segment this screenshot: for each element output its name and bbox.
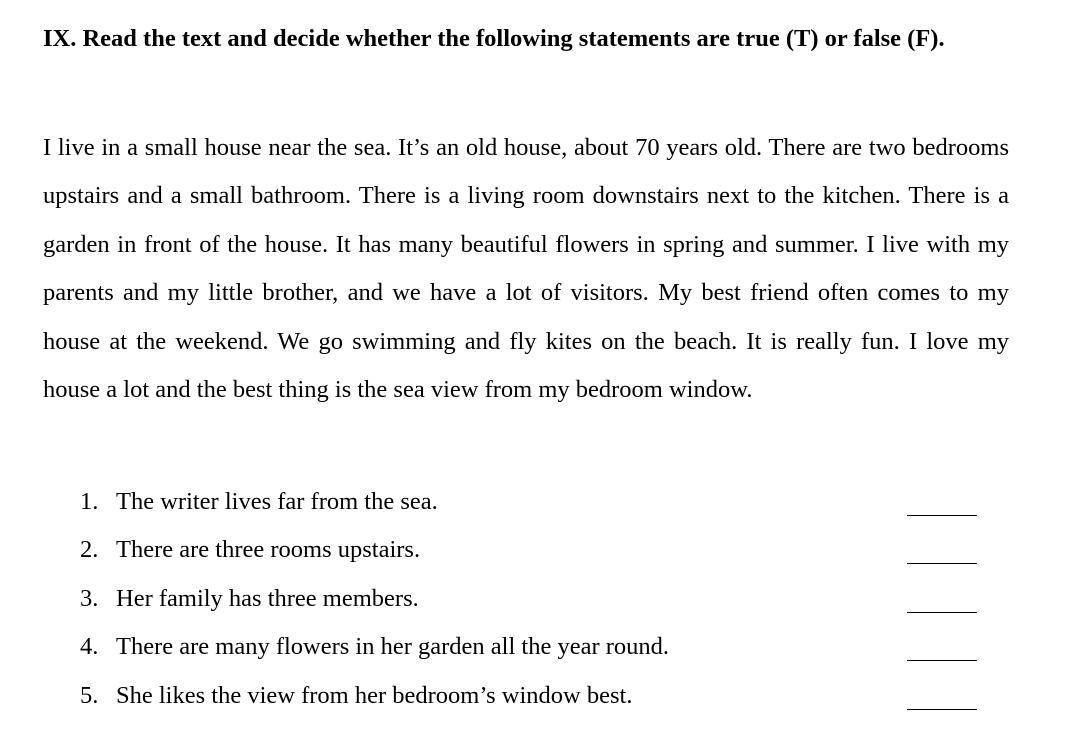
exercise-heading: IX. Read the text and decide whether the following statements are true (T) or false (F). [43,25,945,52]
statement-text: There are many flowers in her garden all the year round. [116,633,670,661]
statement-text: The writer lives far from the sea. [116,488,438,515]
reading-passage: I live in a small house near the sea. It’s an old house, about 70 years old. There are two bedrooms upstairs and a small bathroom. There is a living room downstairs next to the kitchen. There is a garden in front of the house. It has many beautiful flowers in spring and summer. I live with my parents and my little brother, and we have a lot of visitors. My best friend often comes to my house at the weekend. We go swimming and fly kites on the beach. It is really fun. I love my house a lot and the best thing is the sea view from my bedroom window. [43,134,1009,404]
statement-item-4 [0,623,1065,671]
statement-item-3 [0,575,1065,623]
answer-blank[interactable] [907,515,977,516]
statement-item-1 [0,478,1065,526]
statement-number: 1. [80,488,99,515]
answer-blank[interactable] [907,563,977,564]
statement-text: Her family has three members. [116,584,419,612]
statement-number: 3. [80,584,99,612]
answer-blank[interactable] [907,709,977,710]
answer-blank[interactable] [907,612,977,613]
answer-blank[interactable] [907,660,977,661]
statement-number: 2. [80,536,99,564]
statement-number: 5. [80,681,99,709]
statement-item-2 [0,526,1065,574]
statement-list [0,478,1065,720]
statement-item-5 [0,672,1065,720]
statement-number: 4. [80,633,99,661]
statement-text: She likes the view from her bedroom’s window best. [116,681,633,709]
statement-text: There are three rooms upstairs. [116,536,421,564]
